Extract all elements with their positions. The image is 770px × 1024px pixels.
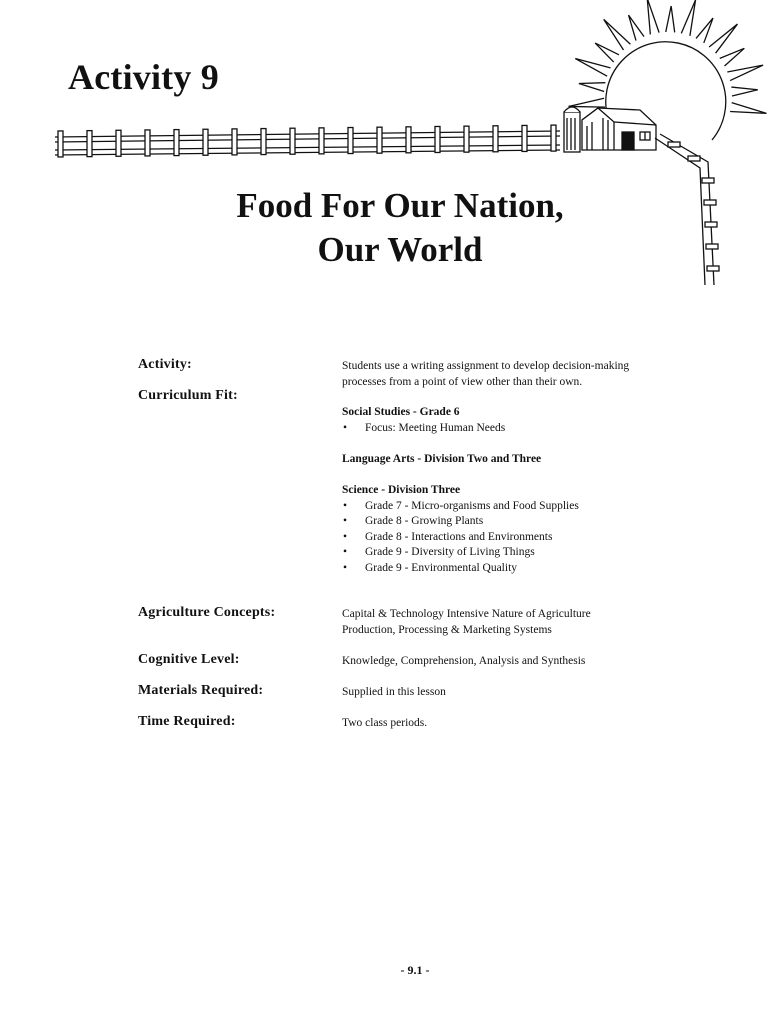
page-number: - 9.1 - — [400, 963, 430, 977]
language-arts-heading: Language Arts - Division Two and Three — [342, 453, 542, 465]
sun-ray — [595, 43, 619, 62]
science-list — [342, 499, 722, 577]
sun-ray — [575, 59, 610, 77]
list-item: • Grade 8 - Growing Plants — [342, 514, 722, 530]
sun-ray — [604, 19, 631, 50]
agriculture-concepts-line-1: Capital & Technology Intensive Nature of Agriculture — [342, 608, 591, 620]
time-required-label: Time Required: — [138, 714, 236, 729]
fence-post — [290, 128, 295, 154]
sun-ray — [731, 87, 757, 96]
fence-rail — [704, 200, 716, 205]
activity-label: Activity: — [138, 357, 192, 372]
fence-post — [174, 130, 179, 156]
sun-ray — [681, 0, 695, 36]
cognitive-level-text: Knowledge, Comprehension, Analysis and Synthesis — [342, 655, 586, 667]
activity-text-line-1: Students use a writing assignment to develop decision-making — [342, 360, 630, 372]
sun-ray — [709, 24, 737, 53]
fence-post — [319, 128, 324, 154]
sun-ray — [647, 0, 659, 34]
page-title — [160, 184, 640, 272]
sun-ray — [579, 83, 606, 92]
fence-rail — [668, 142, 680, 147]
sun-ray — [569, 98, 605, 107]
barn-icon — [582, 108, 656, 150]
materials-required-text: Supplied in this lesson — [342, 686, 446, 698]
fence-post — [261, 129, 266, 155]
fence-post — [58, 131, 63, 157]
fence-post — [116, 130, 121, 156]
fence-rail — [706, 244, 718, 249]
fence-post — [464, 126, 469, 152]
list-item: • Grade 9 - Diversity of Living Things — [342, 545, 722, 561]
social-studies-list — [342, 421, 722, 437]
sun-ray — [727, 65, 763, 80]
agriculture-concepts-text — [342, 607, 722, 638]
agriculture-concepts-label: Agriculture Concepts: — [138, 605, 276, 620]
fence-post — [145, 130, 150, 156]
fence-post — [522, 125, 527, 151]
fence-rail — [707, 266, 719, 271]
sun-ray — [730, 103, 766, 114]
list-item: • Grade 9 - Environmental Quality — [342, 561, 722, 577]
cognitive-level-label: Cognitive Level: — [138, 652, 240, 667]
silo-icon — [564, 107, 580, 152]
title-line-2: Our World — [317, 230, 483, 269]
sun-ray — [666, 6, 675, 32]
agriculture-concepts-line-2: Production, Processing & Marketing Systems — [342, 623, 552, 636]
sun-ray — [629, 15, 644, 40]
fence-post — [377, 127, 382, 153]
fence-rail — [705, 222, 717, 227]
fence-post — [435, 126, 440, 152]
time-required-text: Two class periods. — [342, 717, 428, 729]
social-studies-heading: Social Studies - Grade 6 — [342, 406, 460, 418]
list-item: • Grade 7 - Micro-organisms and Food Supplies — [342, 499, 722, 515]
science-heading: Science - Division Three — [342, 484, 461, 496]
curriculum-fit-label: Curriculum Fit: — [138, 388, 238, 403]
science-block — [342, 483, 722, 576]
list-item: • Grade 8 - Interactions and Environments — [342, 530, 722, 546]
social-studies-block — [342, 405, 722, 436]
activity-text-line-2: processes from a point of view other than their own. — [342, 375, 583, 388]
fence-post — [551, 125, 556, 151]
fence-post — [406, 127, 411, 153]
sun-ray — [720, 48, 745, 66]
materials-required-label: Materials Required: — [138, 683, 264, 698]
language-arts-block — [342, 452, 722, 468]
fence-post — [348, 128, 353, 154]
fence-rail — [702, 178, 714, 183]
fence-rail — [688, 156, 700, 161]
fence-post — [87, 131, 92, 157]
title-line-1: Food For Our Nation, — [236, 186, 564, 225]
list-item: • Focus: Meeting Human Needs — [342, 421, 722, 437]
fence-post — [232, 129, 237, 155]
fence-post — [493, 126, 498, 152]
fence-post — [203, 129, 208, 155]
activity-heading: Activity 9 — [68, 57, 219, 97]
activity-text — [342, 359, 722, 390]
sun-ray — [696, 18, 713, 43]
